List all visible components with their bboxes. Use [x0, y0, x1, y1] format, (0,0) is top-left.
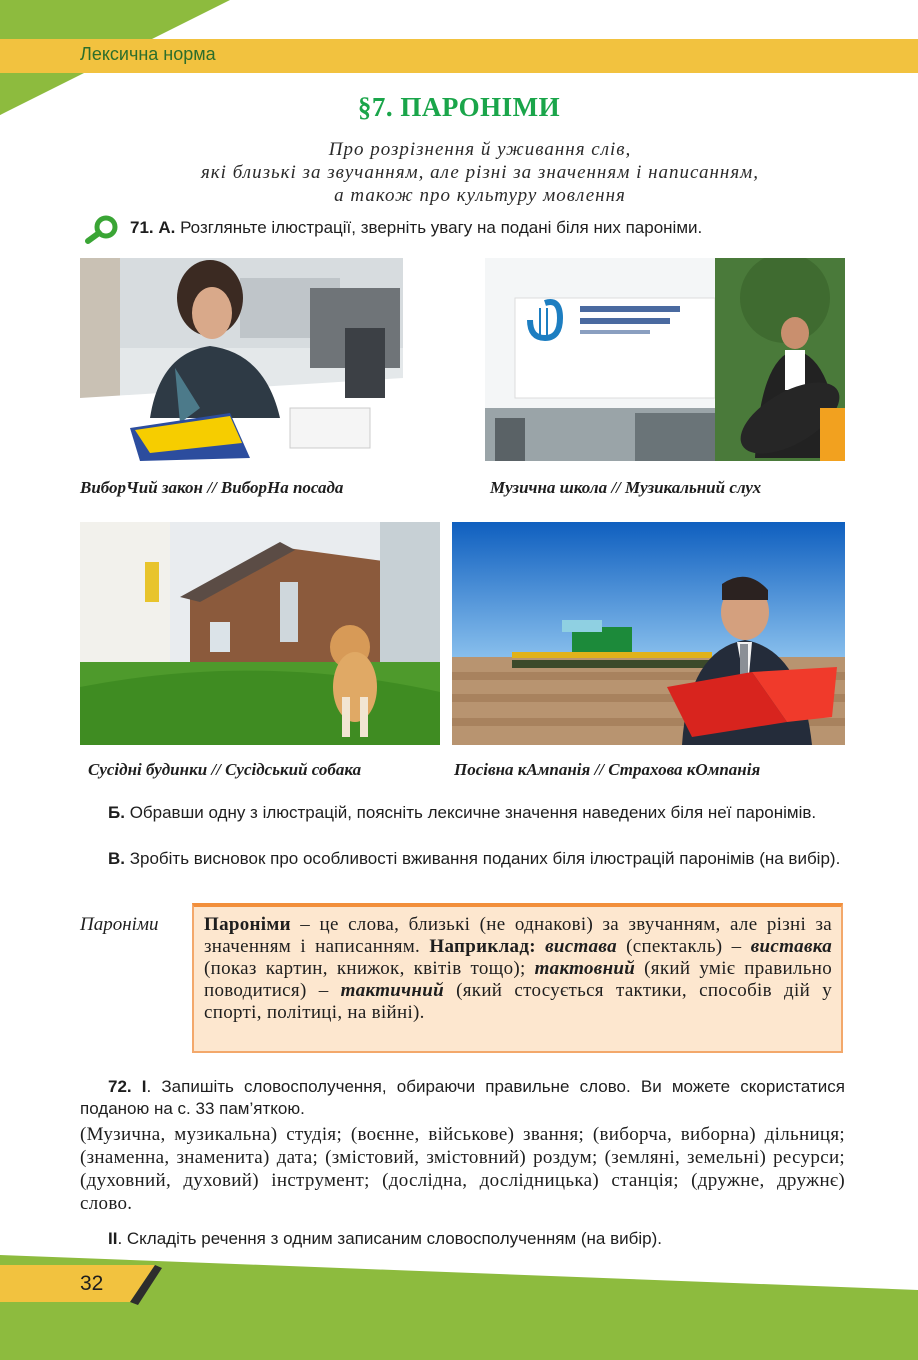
rule-gloss-4: (який стосується тактики, способів дій у спорті, політиці, на війні).	[204, 980, 832, 1023]
magnifier-icon	[84, 214, 120, 244]
task-v	[80, 848, 845, 870]
rule-word-4: тактичний	[340, 980, 444, 1001]
paragraph-title: §7. ПАРОНІМИ	[357, 92, 561, 122]
caption-photo-3: Сусідні будинки // Сусідський собака	[88, 760, 362, 779]
rule-gloss-1: (спектакль) –	[616, 936, 751, 957]
rule-text	[204, 914, 832, 1024]
exercise-number: 71. А.	[130, 218, 176, 237]
task-v-label: В.	[108, 849, 125, 868]
rule-gloss-3: (який уміє правильно поводитися) –	[204, 958, 832, 1001]
exercise-72-number: 72. І	[108, 1077, 147, 1096]
section-header-title: Лексична норма	[80, 44, 216, 64]
photo-sowing-and-insurance	[452, 522, 845, 745]
exercise-72-part2-text: . Складіть речення з одним записаним словосполученням (на вибір).	[117, 1229, 662, 1248]
task-v-text: Зробіть висновок про особливості вживання поданих біля ілюстрацій паронімів (на вибір).	[129, 849, 841, 868]
task-b	[80, 802, 845, 824]
caption-photo-2: Музична школа // Музикальний слух	[490, 478, 762, 497]
rule-word-1: вистава	[535, 936, 617, 957]
photo-official-at-desk	[80, 258, 403, 461]
task-b-label: Б.	[108, 803, 125, 822]
epigraph-line: які близькі за звучанням, але різні за значенням і написанням,	[200, 162, 760, 183]
epigraph-line: а також про культуру мовлення	[334, 185, 626, 206]
rule-gloss-2: (показ картин, книжок, квітів тощо);	[204, 958, 535, 979]
caption-photo-4: Посівна кАмпанія // Страхова кОмпанія	[454, 760, 761, 779]
exercise-72-task	[80, 1076, 845, 1120]
rule-definition: – це слова, близькі (не однакові) за звучанням, але різні за значенням і написанням.	[204, 914, 832, 957]
exercise-72-part2-number: ІІ	[108, 1229, 118, 1248]
epigraph-line: Про розрізнення й уживання слів,	[328, 139, 632, 160]
rule-term: Пароніми	[204, 914, 291, 935]
page-number: 32	[80, 1272, 104, 1295]
photo-houses-and-dog	[80, 522, 440, 745]
caption-photo-1: ВиборЧий закон // ВиборНа посада	[80, 478, 344, 497]
rule-margin-label: Пароніми	[80, 914, 159, 935]
rule-word-3: тактовний	[534, 958, 636, 979]
exercise-72-word-list: (Музична, музикальна) студія; (воєнне, військове) звання; (виборча, виборна) дільниця; (знаменна, знаменита) дата; (змістовий, змістовний) роздум; (земляні, земельні) ресурси; (духовний, духовий) інструмент; (дослідна, дослідницька) станція; (дружне, дружнє) слово.	[80, 1124, 845, 1214]
exercise-71-task	[130, 218, 702, 238]
epigraph	[100, 138, 860, 207]
task-b-text: Обравши одну з ілюстрацій, поясніть лексичне значення наведених біля неї паронімів.	[129, 803, 817, 822]
rule-word-2: виставка	[750, 936, 833, 957]
rule-example-label: Наприклад:	[429, 936, 536, 957]
footer-decoration	[0, 1230, 918, 1360]
exercise-72-text: . Запишіть словосполучення, обираючи правильне слово. Ви можете скористатися поданою на с. 33 пам’яткою.	[80, 1077, 845, 1118]
photo-music-school	[485, 258, 845, 461]
exercise-text: Розгляньте ілюстрації, зверніть увагу на подані біля них пароніми.	[180, 218, 703, 237]
